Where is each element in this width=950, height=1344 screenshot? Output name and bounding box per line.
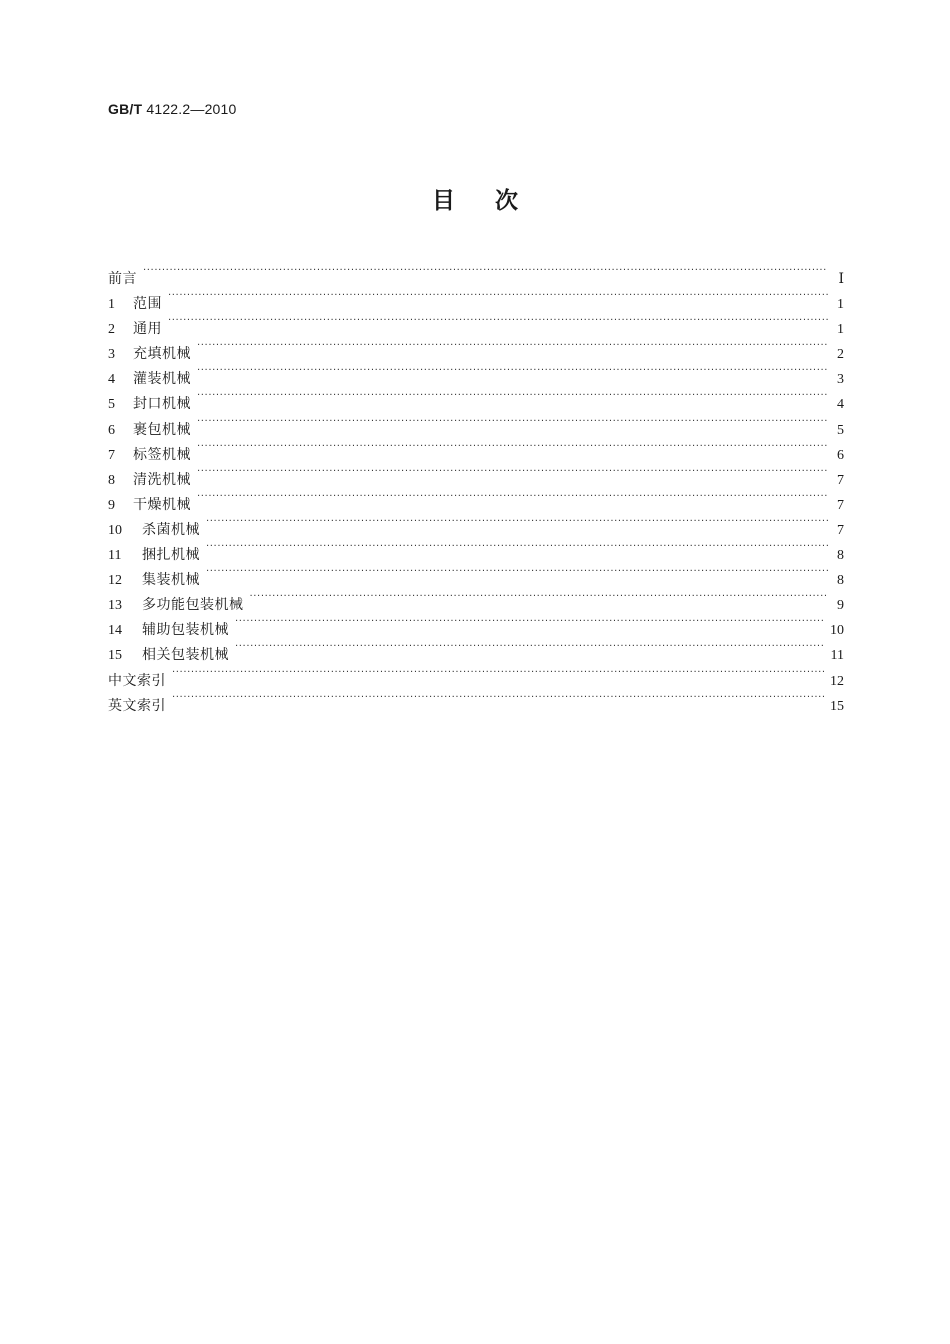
toc-section-number: 4 — [108, 372, 115, 388]
toc-section-number: 14 — [108, 623, 122, 639]
toc-entry-2[interactable] — [108, 308, 844, 338]
dot-leader — [204, 509, 828, 534]
toc-entry-label: 杀菌机械 — [142, 521, 200, 538]
toc-entry-4[interactable] — [108, 358, 844, 388]
dot-leader — [233, 609, 824, 634]
toc-entry-label: 范围 — [133, 296, 162, 313]
dot-leader — [195, 484, 828, 509]
toc-entry-12[interactable] — [108, 559, 844, 589]
dot-leader — [195, 434, 828, 459]
toc-entry-chinese-index[interactable] — [108, 660, 844, 689]
toc-entry-label: 干燥机械 — [133, 496, 191, 513]
toc-page-number: 2 — [837, 347, 844, 363]
toc-section-number: 2 — [108, 322, 115, 338]
toc-entry-label: 清洗机械 — [133, 471, 191, 488]
dot-leader — [204, 534, 828, 559]
toc-section-number: 3 — [108, 347, 115, 363]
dot-leader — [248, 584, 829, 609]
toc-page-number: 3 — [837, 372, 844, 388]
toc-entry-6[interactable] — [108, 409, 844, 438]
toc-page-number: Ⅰ — [838, 272, 844, 287]
toc-entry-13[interactable] — [108, 584, 844, 614]
toc-page-number: 15 — [830, 698, 844, 714]
dot-leader — [166, 283, 828, 308]
toc-entry-8[interactable] — [108, 459, 844, 488]
toc-entry-label: 标签机械 — [133, 446, 191, 463]
toc-page-number: 1 — [837, 297, 844, 313]
toc-page-number: 6 — [837, 447, 844, 463]
toc-entry-label: 辅助包装机械 — [142, 622, 229, 639]
toc-section-number: 8 — [108, 472, 115, 488]
standard-number: 4122.2—2010 — [146, 101, 237, 117]
toc-entry-preface[interactable] — [108, 258, 844, 287]
toc-section-number: 12 — [108, 573, 122, 589]
toc-section-number: 15 — [108, 648, 122, 664]
table-of-contents — [108, 258, 844, 714]
toc-entry-label: 多功能包装机械 — [142, 597, 244, 614]
toc-page-number: 8 — [837, 548, 844, 564]
dot-leader — [204, 559, 828, 584]
toc-page-number: 12 — [830, 673, 844, 689]
toc-page-number: 11 — [830, 648, 844, 664]
toc-section-number: 1 — [108, 297, 115, 313]
toc-page-number: 9 — [837, 598, 844, 614]
toc-entry-label: 灌装机械 — [133, 371, 191, 388]
toc-entry-label: 裹包机械 — [133, 421, 191, 438]
dot-leader — [195, 383, 828, 408]
toc-entry-11[interactable] — [108, 534, 844, 564]
toc-entry-1[interactable] — [108, 283, 844, 313]
toc-page-number: 10 — [830, 623, 844, 639]
toc-page-number: 7 — [837, 522, 844, 538]
toc-section-number: 7 — [108, 447, 115, 463]
toc-entry-label: 充填机械 — [133, 346, 191, 363]
toc-page-number: 7 — [837, 472, 844, 488]
toc-entry-label: 中文索引 — [108, 672, 166, 689]
dot-leader — [170, 660, 824, 685]
toc-entry-3[interactable] — [108, 333, 844, 363]
standard-code — [108, 101, 237, 117]
toc-section-number: 9 — [108, 497, 115, 513]
toc-section-number: 13 — [108, 598, 122, 614]
toc-entry-label: 相关包装机械 — [142, 647, 229, 664]
dot-leader — [233, 634, 825, 659]
dot-leader — [166, 308, 828, 333]
toc-entry-10[interactable] — [108, 509, 844, 538]
dot-leader — [195, 333, 828, 358]
toc-entry-label: 英文索引 — [108, 697, 166, 714]
toc-section-number: 5 — [108, 397, 115, 413]
toc-entry-7[interactable] — [108, 434, 844, 463]
dot-leader — [195, 409, 828, 434]
toc-entry-9[interactable] — [108, 484, 844, 513]
toc-section-number: 6 — [108, 422, 115, 438]
dot-leader — [195, 459, 828, 484]
page-title: 目次 — [432, 188, 558, 214]
toc-page-number: 8 — [837, 573, 844, 589]
dot-leader — [195, 358, 828, 383]
toc-entry-label: 封口机械 — [133, 396, 191, 413]
toc-section-number: 10 — [108, 522, 122, 538]
toc-entry-label: 通用 — [133, 321, 162, 338]
toc-page-number: 4 — [837, 397, 844, 413]
toc-section-number: 11 — [108, 548, 122, 564]
toc-page-number: 5 — [837, 422, 844, 438]
toc-entry-label: 前言 — [108, 271, 137, 287]
standard-prefix: GB/T — [108, 101, 143, 117]
toc-page-number: 7 — [837, 497, 844, 513]
toc-entry-label: 捆扎机械 — [142, 547, 200, 564]
toc-entry-english-index[interactable] — [108, 685, 844, 714]
toc-entry-5[interactable] — [108, 383, 844, 413]
toc-entry-label: 集装机械 — [142, 572, 200, 589]
dot-leader — [141, 258, 828, 283]
dot-leader — [170, 685, 824, 710]
toc-page-number: 1 — [837, 322, 844, 338]
